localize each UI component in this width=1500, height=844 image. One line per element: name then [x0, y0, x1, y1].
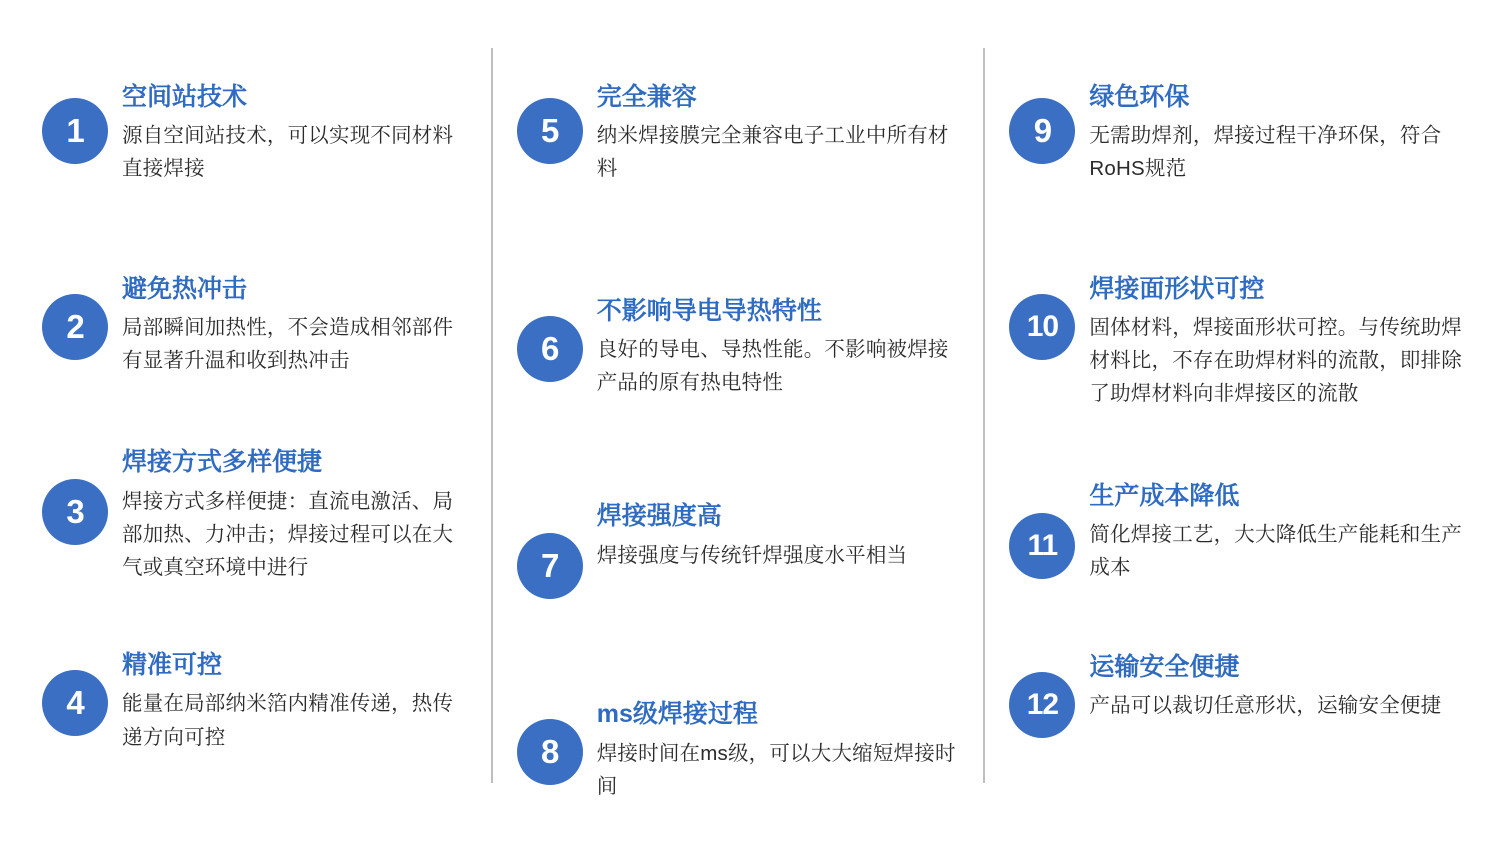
feature-description: 源自空间站技术，可以实现不同材料直接焊接 — [122, 124, 454, 181]
feature-number-badge: 5 — [517, 98, 583, 164]
feature-content — [122, 80, 467, 186]
feature-content — [1089, 479, 1476, 585]
feature-description: 能量在局部纳米箔内精准传递，热传递方向可控 — [122, 692, 454, 749]
feature-title: 焊接面形状可控 — [1089, 274, 1265, 303]
feature-title: ms级焊接过程 — [596, 700, 758, 729]
feature-title: 避免热冲击 — [122, 274, 248, 303]
feature-content — [122, 445, 467, 584]
feature-title: 绿色环保 — [1089, 83, 1190, 111]
feature-title: 完全兼容 — [596, 83, 697, 111]
feature-title: 精准可控 — [122, 651, 223, 680]
feature-column-2 — [493, 30, 984, 831]
feature-item — [1009, 479, 1476, 585]
feature-title: 生产成本降低 — [1089, 481, 1240, 510]
feature-number-badge: 7 — [517, 533, 583, 599]
feature-content — [1089, 80, 1476, 186]
feature-item — [42, 272, 467, 378]
feature-title: 空间站技术 — [122, 83, 248, 111]
feature-content — [597, 697, 960, 803]
feature-content — [122, 648, 467, 754]
feature-item — [42, 445, 467, 584]
feature-title: 不影响导电导热特性 — [596, 296, 822, 325]
feature-content — [1089, 272, 1476, 411]
feature-title: 运输安全便捷 — [1089, 653, 1240, 682]
feature-item — [42, 648, 467, 754]
feature-column-1 — [0, 30, 491, 782]
feature-number-badge: 11 — [1009, 513, 1075, 579]
feature-description: 局部瞬间加热性，不会造成相邻部件有显著升温和收到热冲击 — [122, 315, 454, 373]
feature-number-badge: 3 — [42, 479, 108, 545]
feature-number-badge: 9 — [1009, 98, 1075, 164]
feature-number-badge: 8 — [517, 719, 583, 785]
feature-description: 焊接方式多样便捷：直流电激活、局部加热、力冲击；焊接过程可以在大气或真空环境中进行 — [122, 489, 454, 579]
feature-description: 无需助焊剂，焊接过程干净环保，符合RoHS规范 — [1089, 124, 1442, 181]
feature-item — [1009, 272, 1476, 411]
feature-number-badge: 2 — [42, 294, 108, 360]
feature-content — [597, 80, 960, 186]
feature-number-badge: 10 — [1009, 294, 1075, 360]
feature-content — [597, 499, 960, 571]
feature-column-3 — [985, 30, 1500, 766]
feature-item — [42, 80, 467, 186]
feature-item — [1009, 80, 1476, 186]
feature-content — [1089, 650, 1476, 722]
feature-item — [517, 697, 960, 803]
feature-item — [517, 80, 960, 186]
feature-description: 简化焊接工艺，大大降低生产能耗和生产成本 — [1089, 522, 1462, 579]
feature-description: 焊接强度与传统钎焊强度水平相当 — [596, 543, 908, 567]
feature-description: 焊接时间在ms级，可以大大缩短焊接时间 — [596, 741, 956, 798]
feature-number-badge: 12 — [1009, 672, 1075, 738]
feature-description: 固体材料，焊接面形状可控。与传统助焊材料比，不存在助焊材料的流散，即排除了助焊材料向非焊接区的流散 — [1089, 315, 1462, 406]
feature-number-badge: 1 — [42, 98, 108, 164]
feature-content — [597, 294, 960, 400]
feature-title: 焊接强度高 — [596, 502, 722, 531]
feature-item — [517, 294, 960, 400]
feature-number-badge: 6 — [517, 316, 583, 382]
feature-title: 焊接方式多样便捷 — [122, 448, 323, 477]
feature-description: 纳米焊接膜完全兼容电子工业中所有材料 — [596, 124, 949, 181]
feature-item — [1009, 650, 1476, 738]
feature-item — [517, 499, 960, 599]
feature-number-badge: 4 — [42, 670, 108, 736]
feature-description: 良好的导电、导热性能。不影响被焊接产品的原有热电特性 — [596, 337, 949, 395]
feature-content — [122, 272, 467, 378]
feature-description: 产品可以裁切任意形状，运输安全便捷 — [1089, 694, 1442, 718]
